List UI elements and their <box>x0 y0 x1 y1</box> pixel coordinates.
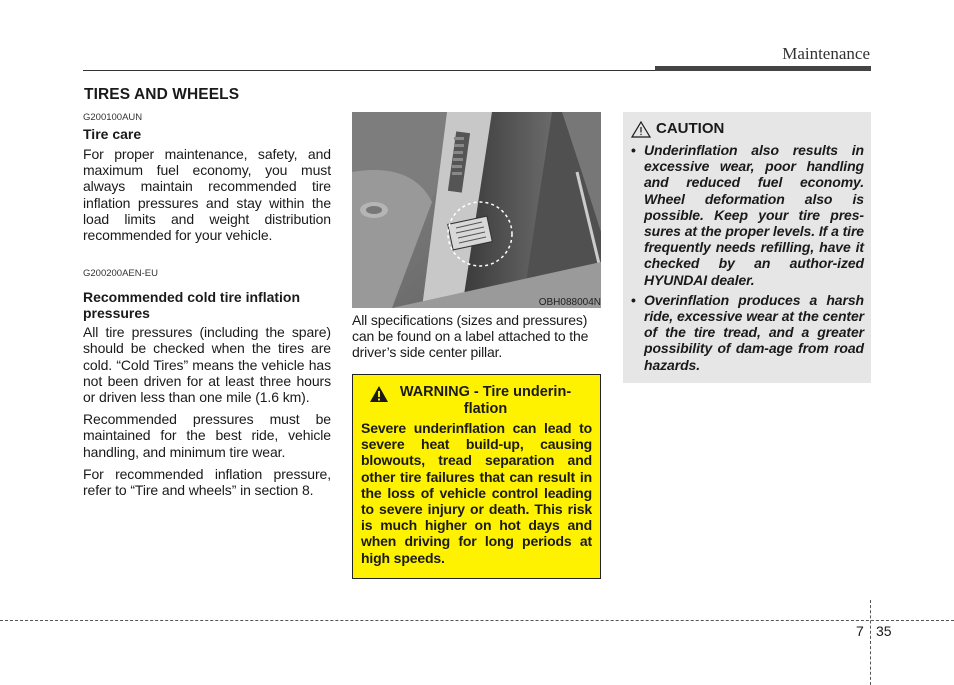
reference-code: G200100AUN <box>83 112 143 123</box>
section-title: TIRES AND WHEELS <box>84 86 240 103</box>
reference-code: G200200AEN-EU <box>83 268 158 280</box>
warning-triangle-icon <box>369 385 389 403</box>
subheading-cold-pressures: Recommended cold tire inflation pressures <box>83 289 301 322</box>
paragraph-cold-tires: All tire pressures (including the spare) should be checked when the tires are cold. “Cold Tires” means the vehicle has not been driven for at least three hours or driven less than one mile (1.6 km). <box>83 324 331 406</box>
warning-title-row <box>361 384 592 417</box>
warning-box <box>352 374 601 579</box>
caution-title: CAUTION <box>656 120 725 137</box>
caution-triangle-icon <box>631 121 651 138</box>
header-rule-accent <box>655 66 871 71</box>
caution-item-overinflation: • Overinflation produces a harsh ride, excessive wear at the center of the tire tread, and a greater possibility of dam-age from road hazards. <box>631 292 864 373</box>
caution-title-row <box>631 120 864 138</box>
caution-item-underinflation: • Underinflation also results in excessive wear, poor handling and reduced fuel economy. Wheel deformation also is possible. Keep your tire pres-sures at the proper levels. If a tire frequently needs refilling, have it checked by an author-ized HYUNDAI dealer. <box>631 142 864 288</box>
footer-vertical-divider <box>870 600 871 685</box>
paragraph-tire-care: For proper maintenance, safety, and maximum fuel economy, you must always maintain recommended tire inflation pressures and stay within the load limits and weight distribution recommended for your vehicle. <box>83 146 331 244</box>
photo-code: OBH088004N <box>538 297 601 308</box>
paragraph-refer: For recommended inflation pressure, refer to “Tire and wheels” in section 8. <box>83 465 331 499</box>
page-number: 35 <box>876 623 892 639</box>
door-pillar-photo <box>352 112 601 308</box>
subheading-tire-care: Tire care <box>83 126 142 142</box>
left-column <box>83 86 331 498</box>
caution-list <box>631 142 864 373</box>
paragraph-recommended: Recommended pressures must be maintained for the best ride, vehicle handling, and minimum tire wear. <box>83 411 331 460</box>
footer-divider <box>0 620 954 621</box>
warning-title: WARNING - Tire underin-flation <box>399 384 572 417</box>
caution-box <box>623 112 871 383</box>
chapter-number: 7 <box>856 623 864 639</box>
photo-caption: All specifications (sizes and pressures) can be found on a label attached to the driver’s side center pillar. <box>352 312 589 361</box>
warning-body: Severe underinflation can lead to severe heat build-up, causing blowouts, tread separation and other tire failures that can result in the loss of vehicle control leading to severe injury or death. This risk is much higher on hot days and when driving for long periods at high speeds. <box>361 420 592 566</box>
section-header: Maintenance <box>782 44 870 63</box>
